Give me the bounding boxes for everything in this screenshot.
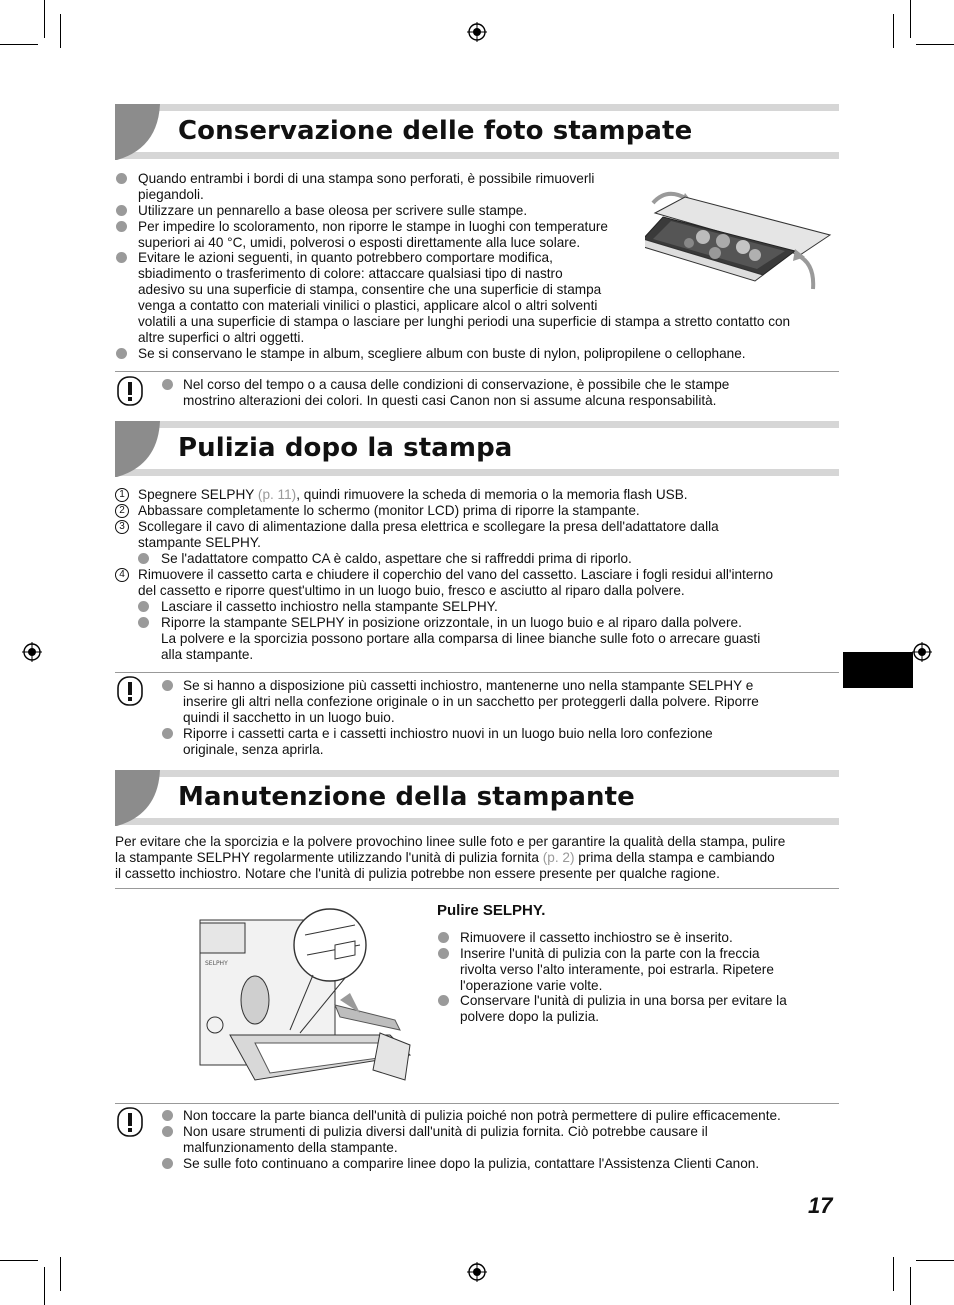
bullet-icon — [162, 680, 173, 691]
list-item: Conservare l'unità di pulizia in una borsa per evitare la — [460, 993, 787, 1008]
step-text: Spegnere SELPHY — [138, 487, 258, 502]
crop-mark — [910, 0, 911, 38]
list-item: Quando entrambi i bordi di una stampa sono perforati, è possibile rimuoverli — [138, 171, 595, 186]
note-text: Riporre i cassetti carta e i cassetti inchiostro nuovi in un luogo buio nella loro confezione — [183, 726, 713, 741]
bullet-icon — [162, 1158, 173, 1169]
list-item: Evitare le azioni seguenti, in quanto potrebbero comportare modifica, — [138, 250, 553, 265]
divider — [115, 1103, 839, 1104]
list-item: adesivo su una superficie di stampa, consentire che una superficie di stampa — [138, 282, 602, 297]
list-item: venga a contatto con materiali vinilici o plastici, applicare alcol o altri solventi — [138, 298, 598, 313]
bullet-icon — [438, 948, 449, 959]
list-item: volatili a una superficie di stampa o lasciare per lunghi periodi una superficie di stampa a stretto contatto con — [138, 314, 791, 329]
caution-icon — [117, 676, 143, 706]
caution-icon — [117, 1107, 143, 1137]
crop-mark — [60, 1257, 61, 1291]
section-tab-graphic — [115, 104, 175, 160]
note-text: Se si hanno a disposizione più cassetti inchiostro, mantenerne uno nella stampante SELPHY e — [183, 678, 754, 693]
step-4: del cassetto e riporre quest'ultimo in un luogo buio, fresco e asciutto al riparo dalla polvere. — [138, 583, 685, 598]
bullet-icon — [438, 932, 449, 943]
registration-mark-icon — [467, 22, 487, 42]
divider — [115, 672, 839, 673]
divider — [115, 371, 839, 372]
bullet-icon — [138, 601, 149, 612]
bullet-icon — [116, 348, 127, 359]
intro-fragment: la stampante SELPHY regolarmente utilizzando l'unità di pulizia fornita — [115, 850, 543, 865]
printer-brand-label: SELPHY — [205, 960, 228, 967]
list-item: Inserire l'unità di pulizia con la parte con la freccia — [460, 946, 760, 961]
intro-text: Per evitare che la sporcizia e la polvere provochino linee sulle foto e per garantire la qualità della stampa, pulire — [115, 834, 786, 849]
registration-mark-icon — [467, 1262, 487, 1282]
step-number: 1 — [115, 488, 129, 502]
crop-mark — [893, 1257, 894, 1291]
subheading: Pulire SELPHY. — [437, 902, 546, 919]
bullet-icon — [116, 221, 127, 232]
crop-mark — [0, 44, 38, 45]
section-tab-graphic — [115, 421, 175, 477]
note-text: mostrino alterazioni dei colori. In questi casi Canon non si assume alcuna responsabilità. — [183, 393, 717, 408]
note-text: malfunzionamento della stampante. — [183, 1140, 398, 1155]
list-item: superiori ai 40 °C, umidi, polverosi o esposti direttamente alla luce solare. — [138, 235, 581, 250]
list-item: rivolta verso l'alto interamente, poi estrarla. Ripetere — [460, 962, 774, 977]
divider — [115, 888, 839, 889]
note-text: Non usare strumenti di pulizia diversi dall'unità di pulizia fornita. Ciò potrebbe causare il — [183, 1124, 708, 1139]
registration-mark-icon — [22, 642, 42, 662]
list-item: Lasciare il cassetto inchiostro nella stampante SELPHY. — [161, 599, 498, 614]
section-header-storage — [115, 104, 839, 160]
page-number: 17 — [808, 1193, 833, 1218]
list-item: l'operazione varie volte. — [460, 978, 603, 993]
crop-mark — [44, 1267, 45, 1305]
list-item: La polvere e la sporcizia possono portare alla comparsa di linee bianche sulle foto o arrecare guasti — [161, 631, 761, 646]
intro-text: il cassetto inchiostro. Notare che l'unità di pulizia potrebbe non essere presente per qualche ragione. — [115, 866, 720, 881]
step-3: stampante SELPHY. — [138, 535, 261, 550]
cleaning-unit-illustration — [195, 905, 420, 1085]
intro-text — [115, 850, 775, 866]
bullet-icon — [162, 1126, 173, 1137]
page-reference-link[interactable]: (p. 11) — [257, 487, 297, 502]
bullet-icon — [138, 617, 149, 628]
crop-mark — [916, 1260, 954, 1261]
note-text: Nel corso del tempo o a causa delle condizioni di conservazione, è possibile che le stampe — [183, 377, 730, 392]
bullet-icon — [116, 173, 127, 184]
chapter-tab — [843, 652, 913, 688]
crop-mark — [910, 1267, 911, 1305]
list-item: polvere dopo la pulizia. — [460, 1009, 600, 1024]
section-title: Pulizia dopo la stampa — [178, 433, 513, 463]
list-item: altre superfici o altri oggetti. — [138, 330, 305, 345]
page-reference-link[interactable]: (p. 2) — [542, 850, 575, 865]
bullet-icon — [138, 553, 149, 564]
list-item: Per impedire lo scoloramento, non riporre le stampe in luoghi con temperature — [138, 219, 608, 234]
section-header-cleaning — [115, 421, 839, 477]
section-title: Manutenzione della stampante — [178, 782, 635, 812]
note-text: quindi il sacchetto in un luogo buio. — [183, 710, 395, 725]
section-header-maintenance — [115, 770, 839, 826]
bullet-icon — [438, 995, 449, 1006]
step-number: 4 — [115, 568, 129, 582]
crop-mark — [60, 14, 61, 48]
note-text: inserire gli altri nella confezione originale o in un sacchetto per proteggerli dalla polvere. Riporre — [183, 694, 759, 709]
step-3: Scollegare il cavo di alimentazione dalla presa elettrica e scollegare la presa dell'adattatore dalla — [138, 519, 719, 534]
bullet-icon — [162, 728, 173, 739]
section-tab-graphic — [115, 770, 175, 826]
list-item: alla stampante. — [161, 647, 254, 662]
intro-fragment: prima della stampa e cambiando — [574, 850, 775, 865]
note-text: Se sulle foto continuano a comparire linee dopo la pulizia, contattare l'Assistenza Clienti Canon. — [183, 1156, 760, 1171]
step-1 — [138, 487, 688, 503]
step-number: 3 — [115, 520, 129, 534]
step-text: , quindi rimuovere la scheda di memoria o la memoria flash USB. — [296, 487, 688, 502]
list-item: piegandoli. — [138, 187, 204, 202]
step-4: Rimuovere il cassetto carta e chiudere il coperchio del vano del cassetto. Lasciare i fogli residui all'interno — [138, 567, 774, 582]
crop-mark — [893, 14, 894, 48]
crop-mark — [916, 44, 954, 45]
list-item: Utilizzare un pennarello a base oleosa per scrivere sulle stampe. — [138, 203, 528, 218]
bullet-icon — [162, 1110, 173, 1121]
registration-mark-icon — [912, 642, 932, 662]
crop-mark — [0, 1260, 38, 1261]
list-item: sbiadimento o trasferimento di colore: attaccare qualsiasi tipo di nastro — [138, 266, 563, 281]
list-item: Rimuovere il cassetto inchiostro se è inserito. — [460, 930, 733, 945]
section-title: Conservazione delle foto stampate — [178, 116, 693, 146]
print-photo-illustration — [645, 185, 835, 295]
note-text: originale, senza aprirla. — [183, 742, 324, 757]
note-text: Non toccare la parte bianca dell'unità di pulizia poiché non potrà permettere di pulire efficacemente. — [183, 1108, 781, 1123]
caution-icon — [117, 376, 143, 406]
bullet-icon — [116, 252, 127, 263]
crop-mark — [44, 0, 45, 38]
step-number: 2 — [115, 504, 129, 518]
bullet-icon — [116, 205, 127, 216]
list-item: Se l'adattatore compatto CA è caldo, aspettare che si raffreddi prima di riporlo. — [161, 551, 632, 566]
step-2: Abbassare completamente lo schermo (monitor LCD) prima di riporre la stampante. — [138, 503, 640, 518]
list-item: Se si conservano le stampe in album, scegliere album con buste di nylon, polipropilene o cellophane. — [138, 346, 746, 361]
list-item: Riporre la stampante SELPHY in posizione orizzontale, in un luogo buio e al riparo dalla polvere. — [161, 615, 742, 630]
bullet-icon — [162, 379, 173, 390]
